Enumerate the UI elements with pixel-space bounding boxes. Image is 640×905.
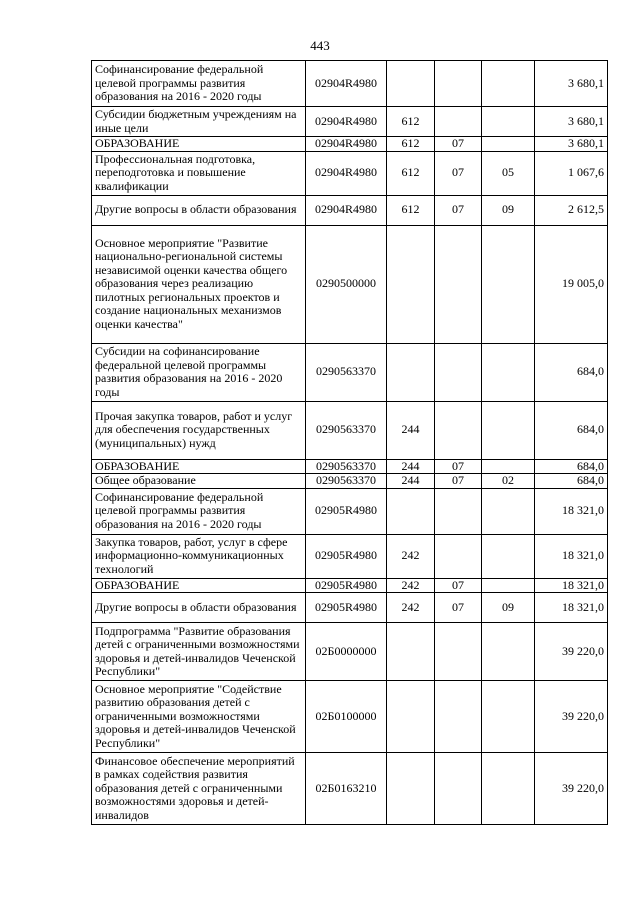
table-row — [92, 107, 608, 137]
row-section-cell — [435, 343, 482, 401]
row-section-cell: 07 — [435, 151, 482, 195]
row-subsection-cell: 09 — [482, 195, 535, 225]
row-expense-type-cell: 612 — [387, 107, 435, 137]
row-amount-cell: 1 067,6 — [535, 151, 608, 195]
row-code-cell: 02905R4980 — [306, 488, 387, 534]
row-code-cell: 02Б0163210 — [306, 753, 387, 825]
row-expense-type-cell — [387, 225, 435, 343]
row-subsection-cell: 02 — [482, 474, 535, 489]
row-name-cell: Подпрограмма "Развитие образования детей с ограниченными возможностями здоровья и детей-инвалидов Чеченской Республики" — [92, 623, 306, 681]
row-expense-type-cell: 244 — [387, 474, 435, 489]
row-subsection-cell — [482, 753, 535, 825]
row-code-cell: 0290563370 — [306, 343, 387, 401]
row-amount-cell: 684,0 — [535, 401, 608, 459]
row-amount-cell: 3 680,1 — [535, 137, 608, 152]
row-subsection-cell: 05 — [482, 151, 535, 195]
row-expense-type-cell — [387, 343, 435, 401]
row-name-cell: Профессиональная подготовка, переподготовка и повышение квалификации — [92, 151, 306, 195]
row-section-cell — [435, 61, 482, 107]
row-code-cell: 02905R4980 — [306, 593, 387, 623]
row-subsection-cell — [482, 107, 535, 137]
row-expense-type-cell — [387, 61, 435, 107]
row-code-cell: 0290563370 — [306, 459, 387, 474]
row-subsection-cell — [482, 681, 535, 753]
row-amount-cell: 684,0 — [535, 474, 608, 489]
row-section-cell — [435, 488, 482, 534]
table-row — [92, 534, 608, 578]
row-name-cell: Финансовое обеспечение мероприятий в рамках содействия развития образования детей с ограниченными возможностями здоровья и детей-инвалидов — [92, 753, 306, 825]
row-expense-type-cell: 612 — [387, 195, 435, 225]
row-expense-type-cell — [387, 753, 435, 825]
row-amount-cell: 3 680,1 — [535, 107, 608, 137]
row-expense-type-cell: 244 — [387, 459, 435, 474]
row-subsection-cell — [482, 225, 535, 343]
table-row — [92, 151, 608, 195]
row-code-cell: 02Б0100000 — [306, 681, 387, 753]
row-name-cell: Прочая закупка товаров, работ и услуг для обеспечения государственных (муниципальных) нужд — [92, 401, 306, 459]
table-row — [92, 459, 608, 474]
row-expense-type-cell: 242 — [387, 578, 435, 593]
row-amount-cell: 684,0 — [535, 459, 608, 474]
row-code-cell: 02904R4980 — [306, 107, 387, 137]
row-section-cell — [435, 225, 482, 343]
row-subsection-cell — [482, 623, 535, 681]
row-name-cell: ОБРАЗОВАНИЕ — [92, 459, 306, 474]
row-amount-cell: 39 220,0 — [535, 753, 608, 825]
row-amount-cell: 684,0 — [535, 343, 608, 401]
row-expense-type-cell: 612 — [387, 151, 435, 195]
row-section-cell — [435, 623, 482, 681]
row-code-cell: 0290500000 — [306, 225, 387, 343]
row-amount-cell: 18 321,0 — [535, 578, 608, 593]
table-row — [92, 681, 608, 753]
row-amount-cell: 3 680,1 — [535, 61, 608, 107]
row-expense-type-cell — [387, 681, 435, 753]
row-subsection-cell — [482, 137, 535, 152]
row-section-cell — [435, 534, 482, 578]
row-section-cell: 07 — [435, 195, 482, 225]
row-section-cell: 07 — [435, 137, 482, 152]
table-row — [92, 343, 608, 401]
page-number: 443 — [310, 38, 330, 53]
row-section-cell — [435, 681, 482, 753]
row-name-cell: Софинансирование федеральной целевой программы развития образования на 2016 - 2020 годы — [92, 61, 306, 107]
row-code-cell: 02904R4980 — [306, 61, 387, 107]
row-name-cell: Софинансирование федеральной целевой программы развития образования на 2016 - 2020 годы — [92, 488, 306, 534]
row-name-cell: Другие вопросы в области образования — [92, 195, 306, 225]
table-row — [92, 401, 608, 459]
row-subsection-cell: 09 — [482, 593, 535, 623]
table-row — [92, 225, 608, 343]
row-code-cell: 0290563370 — [306, 474, 387, 489]
row-name-cell: Субсидии бюджетным учреждениям на иные цели — [92, 107, 306, 137]
row-section-cell — [435, 753, 482, 825]
row-section-cell: 07 — [435, 459, 482, 474]
row-name-cell: Субсидии на софинансирование федеральной целевой программы развития образования на 2016 - 2020 годы — [92, 343, 306, 401]
row-code-cell: 02905R4980 — [306, 534, 387, 578]
row-code-cell: 02905R4980 — [306, 578, 387, 593]
row-name-cell: Общее образование — [92, 474, 306, 489]
row-section-cell: 07 — [435, 593, 482, 623]
table-row — [92, 61, 608, 107]
budget-table — [91, 60, 608, 825]
row-subsection-cell — [482, 534, 535, 578]
row-expense-type-cell: 242 — [387, 534, 435, 578]
row-expense-type-cell: 612 — [387, 137, 435, 152]
row-section-cell: 07 — [435, 474, 482, 489]
row-amount-cell: 18 321,0 — [535, 488, 608, 534]
table-row — [92, 623, 608, 681]
row-subsection-cell — [482, 343, 535, 401]
row-code-cell: 02904R4980 — [306, 151, 387, 195]
table-row — [92, 593, 608, 623]
row-code-cell: 02Б0000000 — [306, 623, 387, 681]
row-name-cell: Основное мероприятие "Развитие национально-региональной системы независимой оценки качества общего образования через реализацию пилотных региональных проектов и создание национальных механизмов оценки качества" — [92, 225, 306, 343]
row-amount-cell: 19 005,0 — [535, 225, 608, 343]
row-section-cell — [435, 107, 482, 137]
row-amount-cell: 2 612,5 — [535, 195, 608, 225]
row-subsection-cell — [482, 61, 535, 107]
row-subsection-cell — [482, 488, 535, 534]
table-row — [92, 753, 608, 825]
row-name-cell: Закупка товаров, работ, услуг в сфере информационно-коммуникационных технологий — [92, 534, 306, 578]
row-code-cell: 02904R4980 — [306, 195, 387, 225]
row-amount-cell: 18 321,0 — [535, 593, 608, 623]
row-amount-cell: 39 220,0 — [535, 623, 608, 681]
table-row — [92, 474, 608, 489]
table-row — [92, 137, 608, 152]
row-amount-cell: 18 321,0 — [535, 534, 608, 578]
row-amount-cell: 39 220,0 — [535, 681, 608, 753]
row-name-cell: ОБРАЗОВАНИЕ — [92, 578, 306, 593]
row-subsection-cell — [482, 459, 535, 474]
row-name-cell: ОБРАЗОВАНИЕ — [92, 137, 306, 152]
row-name-cell: Другие вопросы в области образования — [92, 593, 306, 623]
table-row — [92, 195, 608, 225]
row-section-cell — [435, 401, 482, 459]
row-code-cell: 0290563370 — [306, 401, 387, 459]
row-expense-type-cell: 244 — [387, 401, 435, 459]
row-section-cell: 07 — [435, 578, 482, 593]
table-row — [92, 488, 608, 534]
row-code-cell: 02904R4980 — [306, 137, 387, 152]
row-expense-type-cell — [387, 623, 435, 681]
row-subsection-cell — [482, 578, 535, 593]
row-expense-type-cell: 242 — [387, 593, 435, 623]
row-subsection-cell — [482, 401, 535, 459]
row-expense-type-cell — [387, 488, 435, 534]
table-row — [92, 578, 608, 593]
row-name-cell: Основное мероприятие "Содействие развитию образования детей с ограниченными возможностями здоровья и детей-инвалидов Чеченской Республики" — [92, 681, 306, 753]
